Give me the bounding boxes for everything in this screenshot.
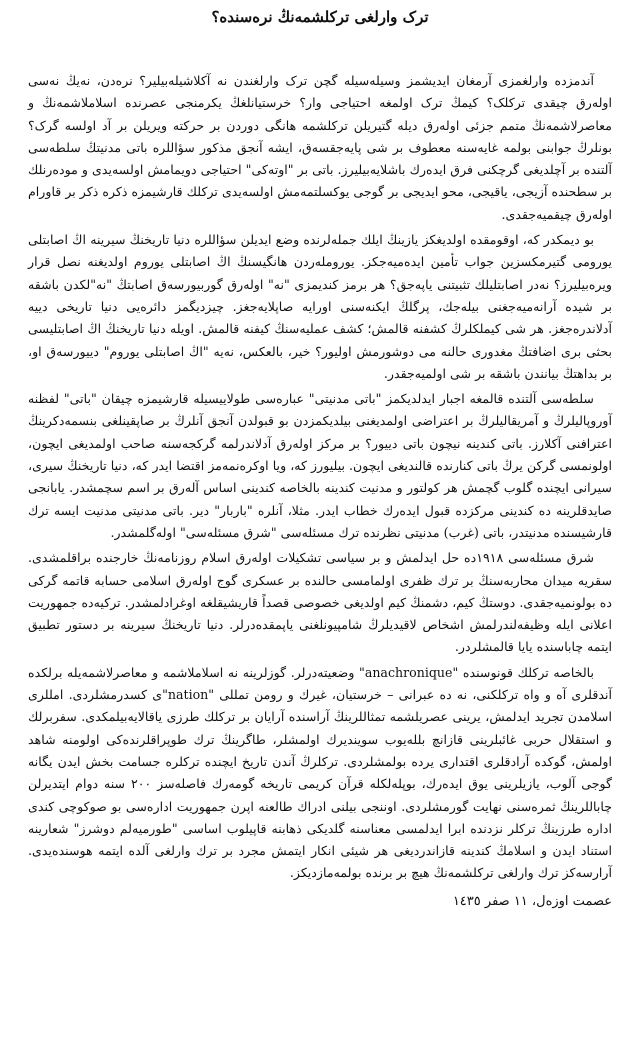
author-signature: عصمت اوزەل، ١١ صفر ١٤٣٥ (452, 893, 612, 909)
paragraph-3: سلطه‌سی آلتنده قالمغه اجبار ایدلدیکمز "باتی مدنیتی" عباره‌سی طولاییسیله قارشیمزه چیقان "باتی" لفظنه آوروپالیلرڭ و آمریقالیلرڭ بر اعتراضی اولمدیغنی بیلدیکمزدن بو قبولدن آنجق آنلرڭ بر صاپقینلغی بنسمه‌دکرینڭ اعترافنی آکلارز. باتی کندینه نیچون باتی دییور؟ بر مرکز اولەرق آدلاندرلمه گرکجه‌سنه صاحب اولمدیغی ایچون، اولونمسی گرکن یرڭ باتی کنارنده قالندیغی ایچون. بیلیورز که، ویا اوکرەنمەمز اقتضا ایدر که، دنیا تاریخنڭ سیری، سیرانی ایچنده گلوب گچمش هر کولتور و مدنیت کندینه بالخاصه کندینی اساس آلەرق بر اسم سچمشدر. یابانجی صایدقلرینه ده کندینی مرکزده قبول ایده‌رك خطاب ایدر. مثلا، آنلره "باربار" دیر. باتی مدنیتی مدنیت ایسه ترك قارشیسنده مدنیتدر، باتی (غرب) مدنیتی نظرنده ترك مسئله‌سی "شرق مسئله‌سی" اوله‌گلمشدر. (28, 391, 612, 540)
paragraph-1: آندمزده وارلغمزی آرمغان ایدیشمز وسیله‌سیله گچن ترک وارلغندن نه آکلاشیله‌بیلیر؟ نره‌دن، نه‌یڭ نه‌سی اولەرق چیقدی ترکلک؟ کیمڭ ترک اولمغه احتیاجی وار؟ خرستیانلغڭ یکرمنجی عصرنده اسلاملاشمه‌نڭ و معاصرلاشمه‌نڭ متمم جزئی اولەرق دیله گتیریلن ترکلشمه هانگی دوردن بر حرکته ویریلن بر آد اولسه گرک؟ بونلرڭ جوابنی بولمه غایه‌سنه معطوف بر شی پایه‌جقسەق، ایشه آنجق مذکور سؤاللره باتی مدنیتڭ سلطه‌سی آلتنده بر آچلدیغی گرچکنی فرق ایده‌رك باشلایه‌بیلیرز. باتی بر "اوتەکی" احتیاجی دویمامش اولسه‌یدی و موده‌رنلك بر سطحنده آزیجی، یاقیجی، محو ایدیجی بر گوجی یوکسلتمه‌مش اولسه‌یدی ترکلك قارشیمزه ذکره ذکر بر قاورام اولەرق چیقمیه‌جقدی. (28, 73, 612, 222)
paragraph-5: بالخاصه ترکلك قونوسنده "anachronique" وضعیته‌درلر. گوزلرینه نه اسلاملاشمه و معاصرلاشمه‌یله برلکده آندقلری آه و واه ترکلکنی، نه ده عبرانی – خرستیان، غیرك و رومن تمللی "nation"ی کسدرمشلردی. امللری اسلامدن تجرید ایدلمش، یرینی عصریلشمه تمثاللرینڭ آراسنده آرایان بر ترکلك طرزی یاقالایه‌بیلمکدی. سفربرلك و استقلال حربی غائبلرینی قازانچ بللەیوب سویندیرك اولمشلر، طاگرینڭ ترك طوپراقلرنده‌کی اولومنه شاهد اولمش، گوکده آرادقلری اقتداری یرده بولمشلردی. ترکلرڭ آندن تاریخ ایچنده ترکلره جسامت بخش ایدن یگانه گوجی آلوب، یازیلرینی یوق ایده‌رك، بوپله‌لکله قرآن کریمی تاریخه گومه‌رك فاصله‌سز ٢٠٠ سنه دوام ایتدیرلن چاباللرینڭ ثمره‌سنی نهایت گورمشلردی. اوننجی بیلنی ادراك طالعنه اپرن جمهوریت اداره‌سی بو صوکوچی کندی اداره طرزینڭ ترکلر نزدنده ابرا ایدلمسی معناسنه گلدیکی ذهابنه قاپیلوب اساسی "طورمیه‌لم دوشرز" شعارینه استناد ایدن و اسلامڭ کندینه قازاندردیغی هر شیئی انکار ایتمش مجرد بر ترك وارلغی آلده ایتمه هوسنده‌یدی. آرارسەکز ترك وارلغی ترکلشمه‌نڭ هیچ بر برنده بولمه‌مازدیکز. (28, 664, 612, 881)
article-title: ترک وارلغی ترکلشمه‌نڭ نره‌سنده؟ (211, 8, 429, 26)
paragraph-4: شرق مسئله‌سی ١٩١٨ده حل ایدلمش و بر سیاسی تشکیلات اولەرق اسلام روزنامه‌نڭ خارجنده براقلمشدی. سقریه میدان محاربه‌سنڭ بر ترك ظفری اولمامسی حالنده بر عسکری گوج اولەرق اسلامی حسابه قاتمه گرکی ده بولونمیه‌جقدی. دوستڭ کیم، دشمنڭ کیم اولدیغی خصوصی قصداً قاریشیقلغه اوغرادلمشدر. ترکیه‌ده جمهوریت اعلانی ایله وظیفه‌لندرلمش اشخاص لاقیدیلرڭ شامپیونلغنی یاپمقده‌درلر. دنیا تاریخنڭ سیرینه بر دستور تطبیق ایتمه چاباسنده یایا قالمشلردر. (28, 550, 613, 655)
paragraph-2: بو دیمکدر که، اوقومقده اولدیغکز یازینڭ ایلك جمله‌لرنده وضع ایدیلن سؤاللره دنیا تاریخنڭ سیرینه اڭ اصابتلی یورومی گتیرمکسزین جواب تأمین ایده‌میه‌جکز. یورومله‌ردن هانگیسنڭ اڭ اصابتلی یوروم اولدیغنه نصل قرار ویره‌بیلیرز؟ نه‌در اصابتلیلك تثبیتنی یاپه‌جق؟ هر برمز کندیمزی "نه" اولەرق گوربیورسەق اصابتڭ "نه"لکدن باشقه بر شیده آرانه‌میه‌جغنی بیله‌جك، پرگلڭ ایکنه‌سنی اورایه صاپلایه‌جغز. چیزدیگمز دائره‌یی دنیا تاریخی دییه آدلاندره‌جغز. هر شی کیملکلرڭ کشفنه قالمش؛ کشف عملیه‌سنڭ کیفنه قالمش. اویله دنیا تاریخنڭ اڭ اصابتلیسی بحثی بری اضافتڭ مغدوری حالنه می دوشورمش اولیور؟ خیر، بالعکس، نه‌یه "اڭ اصابتلی یوروم" دییورسەق او، بر بداهتڭ بیانندن باشقه بر شی اولمیه‌جقدر. (28, 232, 612, 381)
